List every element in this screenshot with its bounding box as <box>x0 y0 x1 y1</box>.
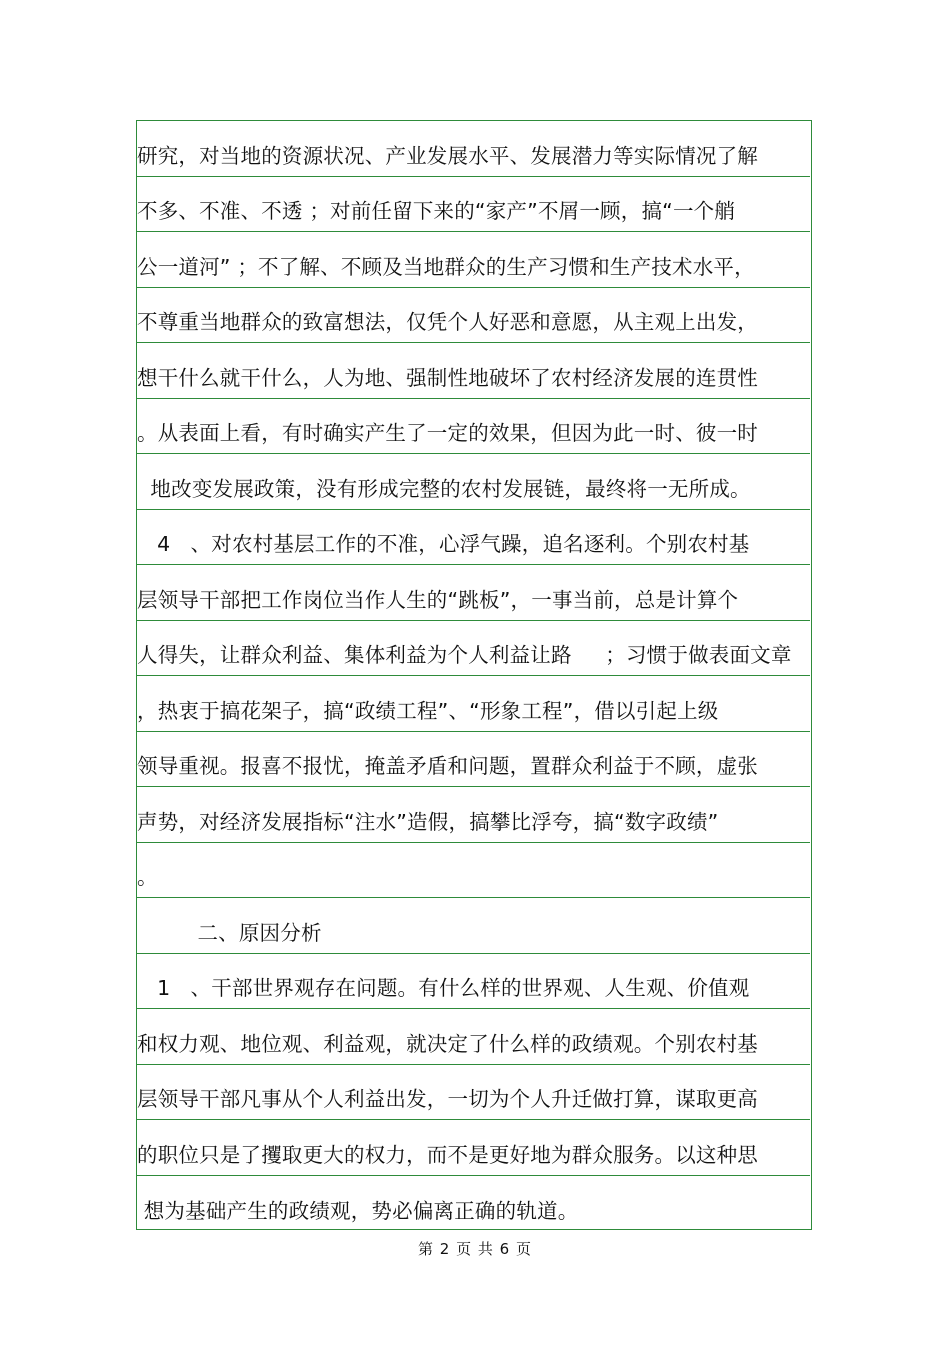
text-line-row <box>137 288 810 344</box>
text-line-row <box>137 510 810 566</box>
text-line-row <box>137 787 810 843</box>
text-line-row <box>137 954 810 1010</box>
text-line: 人得失，让群众利益、集体利益为个人利益让路 ；习惯于做表面文章 <box>137 643 792 667</box>
text-line: 研究，对当地的资源状况、产业发展水平、发展潜力等实际情况了解 <box>137 143 758 168</box>
text-line-row <box>137 1176 810 1232</box>
text-line: 的职位只是了攫取更大的权力，而不是更好地为群众服务。以这种思 <box>137 1142 758 1167</box>
ruled-text-box <box>136 120 812 1230</box>
text-line: 想干什么就干什么，人为地、强制性地破坏了农村经济发展的连贯性 <box>137 365 758 390</box>
text-line: 层领导干部把工作岗位当作人生的“跳板”，一事当前，总是计算个 <box>137 587 739 612</box>
text-line: 不多、不准、不透 ；对前任留下来的“家产”不屑一顾，搞“一个艄 <box>137 199 736 223</box>
text-line: 二、原因分析 <box>137 920 322 945</box>
text-line-row <box>137 232 810 288</box>
text-line-row <box>137 676 810 732</box>
text-line-row <box>137 1120 810 1176</box>
text-line: 领导重视。报喜不报忧，掩盖矛盾和问题，置群众利益于不顾，虚张 <box>137 754 758 778</box>
text-line: 和权力观、地位观、利益观，就决定了什么样的政绩观。个别农村基 <box>137 1031 758 1056</box>
text-line: 层领导干部凡事从个人利益出发，一切为个人升迁做打算，谋取更高 <box>137 1087 758 1111</box>
text-line-row <box>137 732 810 788</box>
text-line-row <box>137 454 810 510</box>
text-line-row <box>137 399 810 455</box>
text-line: 想为基础产生的政绩观，势必偏离正确的轨道。 <box>137 1199 579 1223</box>
text-line: 声势，对经济发展指标“注水”造假，搞攀比浮夸，搞“数字政绩” <box>137 809 719 834</box>
text-line: 。从表面上看，有时确实产生了一定的效果，但因为此一时、彼一时 <box>137 421 758 445</box>
page-number-footer: 第 2 页 共 6 页 <box>418 1240 532 1258</box>
text-line-row <box>137 121 810 177</box>
text-line-row <box>137 843 810 899</box>
text-line-row <box>137 343 810 399</box>
text-line-row <box>137 565 810 621</box>
text-line: ，热衷于搞花架子，搞“政绩工程”、“形象工程”，借以引起上级 <box>137 698 719 723</box>
text-line-row <box>137 621 810 677</box>
text-line-row <box>137 1065 810 1121</box>
text-line: 地改变发展政策，没有形成完整的农村发展链，最终将一无所成。 <box>137 476 751 501</box>
text-line-row <box>137 177 810 233</box>
text-line: 。 <box>137 865 158 889</box>
text-line-row <box>137 1009 810 1065</box>
text-line: 公一道河” ；不了解、不顾及当地群众的生产习惯和生产技术水平， <box>137 254 755 279</box>
text-line: 1 、干部世界观存在问题。有什么样的世界观、人生观、价值观 <box>137 976 750 1000</box>
text-line: 不尊重当地群众的致富想法，仅凭个人好恶和意愿，从主观上出发， <box>137 310 758 334</box>
text-line-row <box>137 898 810 954</box>
text-line: 4 、对农村基层工作的不准，心浮气躁，追名逐利。个别农村基 <box>137 532 750 556</box>
